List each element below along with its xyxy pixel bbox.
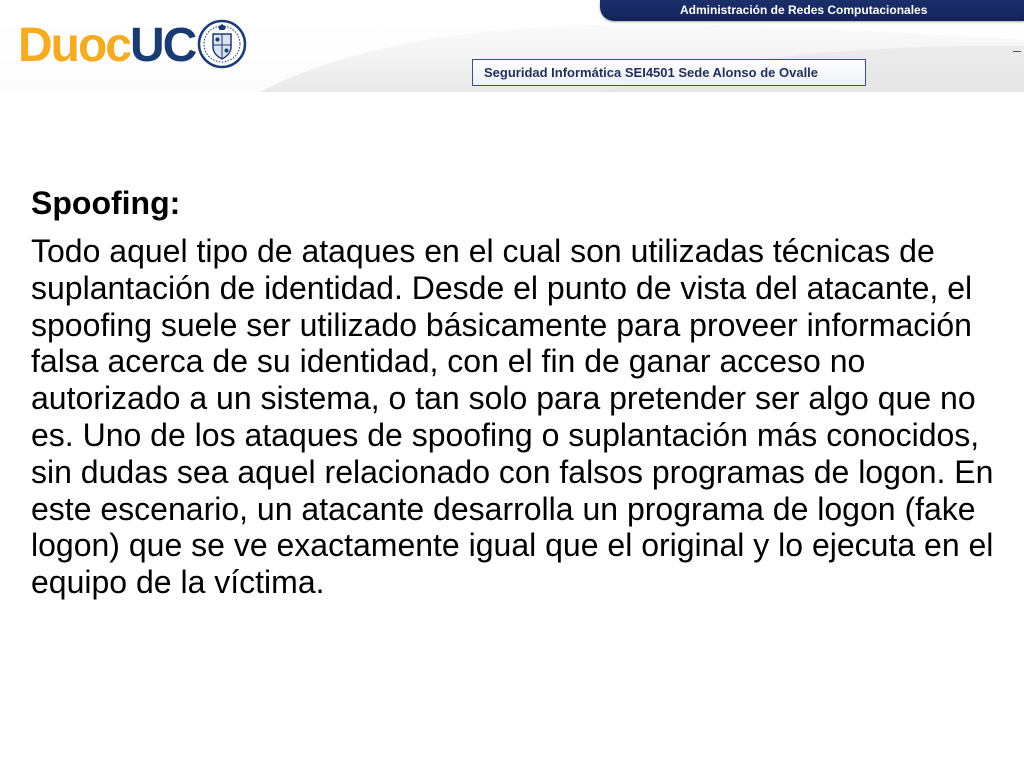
course-label: Seguridad Informática SEI4501 Sede Alonso de Ovalle — [484, 65, 819, 80]
divider-mark — [1013, 51, 1021, 52]
program-tab — [600, 0, 1024, 21]
logo-text-uc: UC — [130, 19, 196, 72]
slide-content — [31, 183, 1001, 601]
logo-text-duoc: Duoc — [18, 19, 130, 72]
slide-body-text: Todo aquel tipo de ataques en el cual son utilizadas técnicas de suplantación de identidad. Desde el punto de vista del atacante, el spoofing suele ser utilizado básicamente para proveer información falsa acerca de su identidad, con el fin de ganar acceso no autorizado a un sistema, o tan solo para pretender ser algo que no es. Uno de los ataques de spoofing o suplantación más conocidos, sin dudas sea aquel relacionado con falsos programas de logon. En este escenario, un atacante desarrolla un programa de logon (fake logon) que se ve exactamente igual que el original y lo ejecuta en el equipo de la víctima. — [31, 233, 994, 601]
slide-title: Spoofing: — [31, 185, 181, 221]
slide-header — [0, 0, 1024, 92]
program-tab-label: Administración de Redes Computacionales — [680, 3, 928, 17]
duoc-uc-logo — [18, 16, 247, 76]
course-label-box — [472, 59, 866, 86]
university-seal-icon — [197, 19, 247, 69]
